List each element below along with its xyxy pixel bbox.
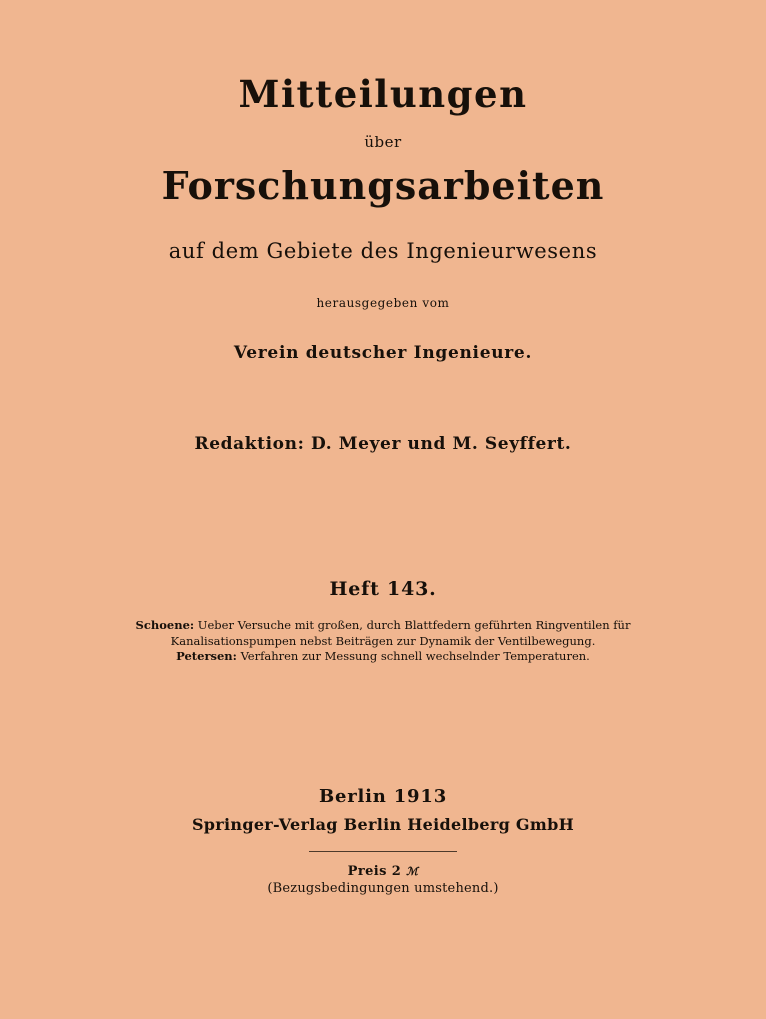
price-label: Preis 2 [347,864,402,879]
publishing-society: Verein deutscher Ingenieure. [233,343,533,363]
series-title: Forschungsarbeiten [161,163,605,208]
contents-author: Schoene: [135,618,195,632]
contents-author: Petersen: [176,649,237,663]
published-by-label: herausgegeben vom [316,296,450,310]
series-subtitle: auf dem Gebiete des Ingenieurwesens [168,239,598,263]
contents-title-line1: Ueber Versuche mit großen, durch Blattfedern geführten Ringventilen für [197,618,631,632]
terms-note: (Bezugsbedingungen umstehend.) [267,881,499,896]
imprint-city-year: Berlin 1913 [318,786,448,807]
contents-title-line1: Verfahren zur Messung schnell wechselnder Temperaturen. [240,649,590,663]
contents-title-line2: Kanalisationspumpen nebst Beiträgen zur Dynamik der Ventilbewegung. [170,633,596,648]
title-connector: über [364,133,402,151]
price-line [0,864,766,879]
divider [309,851,457,852]
issue-number: Heft 143. [329,578,437,600]
currency-mark-icon: ℳ [406,865,419,878]
list-item [120,618,646,649]
page-title: Mitteilungen [238,72,528,116]
contents-list [120,618,646,665]
imprint-publisher: Springer-Verlag Berlin Heidelberg GmbH [191,815,575,834]
editors-line: Redaktion: D. Meyer und M. Seyffert. [194,434,572,454]
list-item [120,649,646,665]
